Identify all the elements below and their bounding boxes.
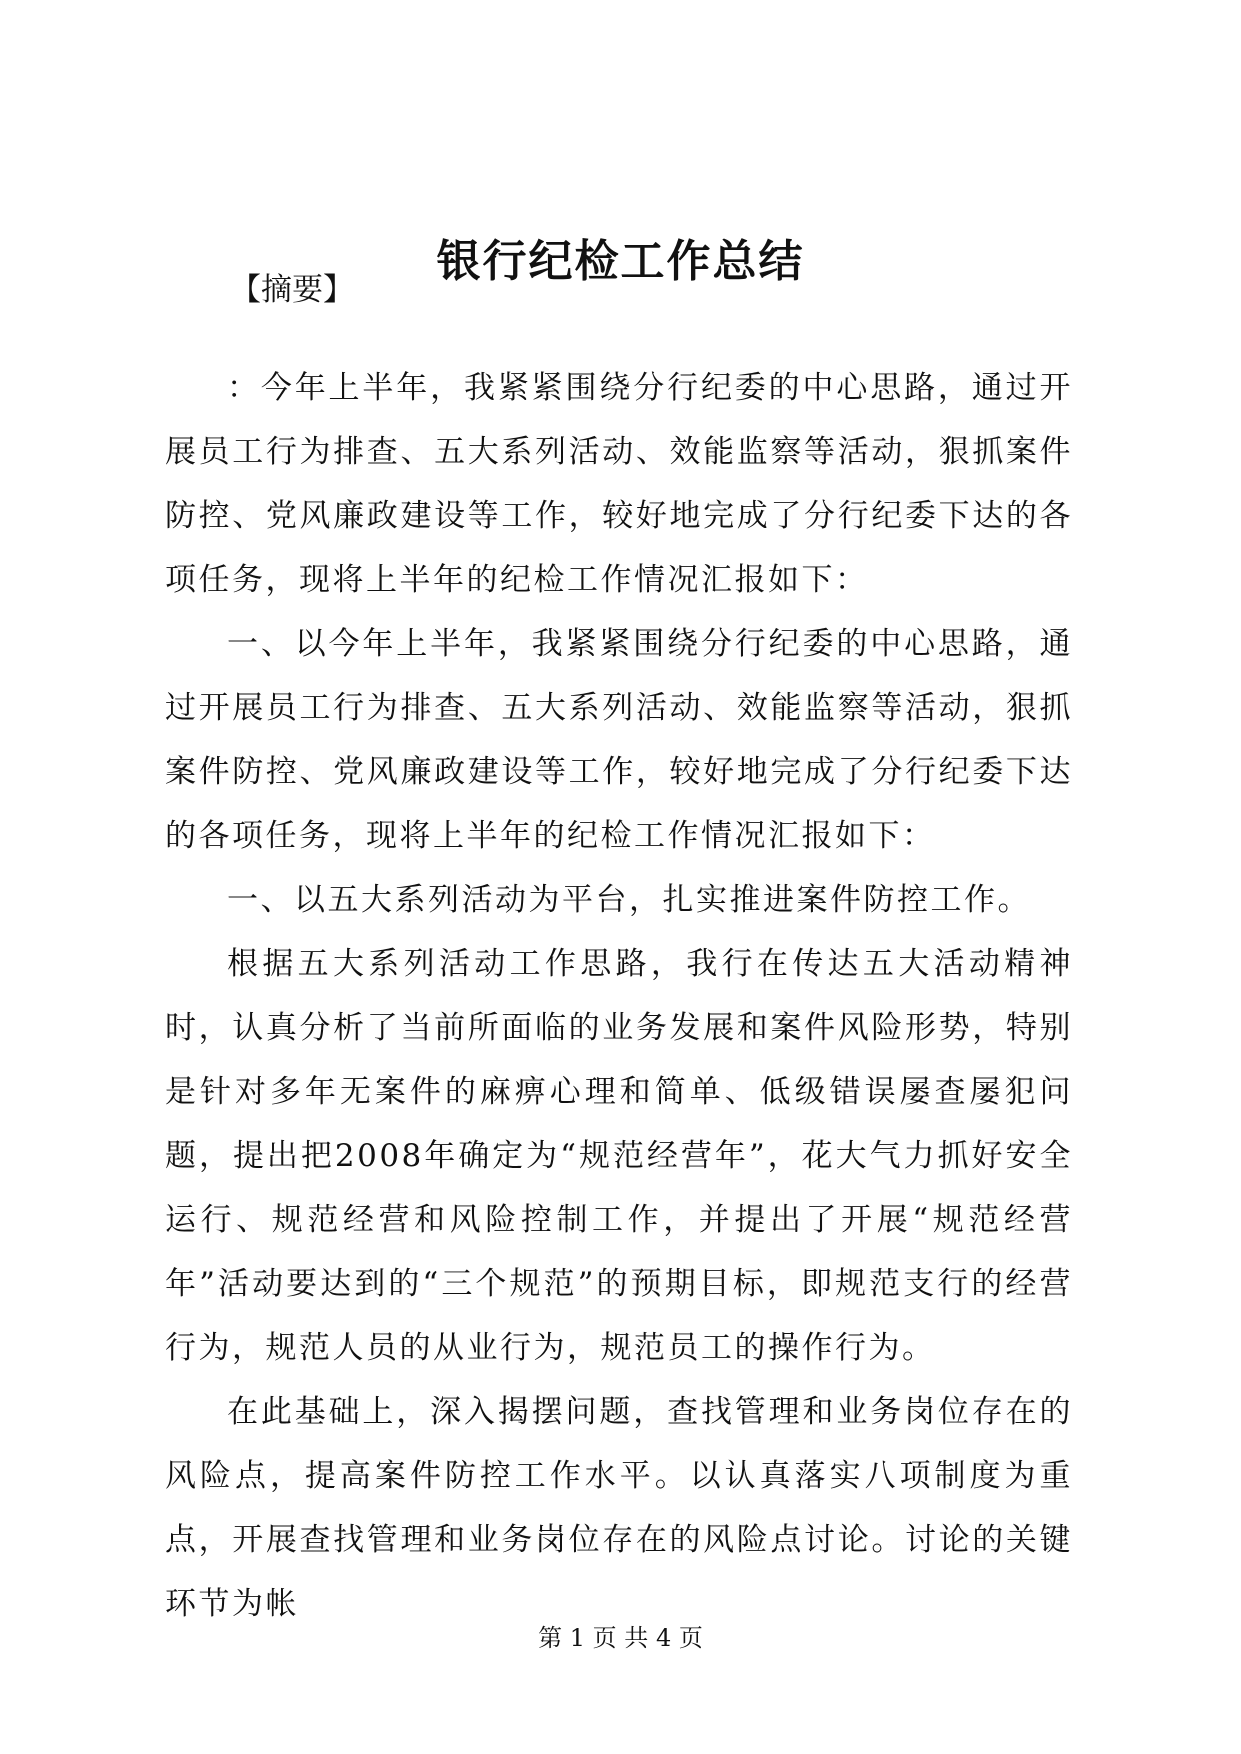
abstract-label: 【摘要】 [230, 272, 354, 308]
document-title: 银行纪检工作总结 [436, 236, 805, 287]
paragraph: 在此基础上，深入揭摆问题，查找管理和业务岗位存在的风险点，提高案件防控工作水平。以认真落实八项制度为重点，开展查找管理和业务岗位存在的风险点讨论。讨论的关键环节为帐 [165, 1394, 1073, 1622]
paragraph: 根据五大系列活动工作思路，我行在传达五大活动精神时，认真分析了当前所面临的业务发展和案件风险形势，特别是针对多年无案件的麻痹心理和简单、低级错误屡查屡犯问题，提出把2008年确定为“规范经营年”，花大气力抓好安全运行、规范经营和风险控制工作，并提出了开展“规范经营年”活动要达到的“三个规范”的预期目标，即规范支行的经营行为，规范人员的从业行为，规范员工的操作行为。 [165, 946, 1073, 1366]
document-body [165, 356, 1073, 1636]
paragraph: 一、以五大系列活动为平台，扎实推进案件防控工作。 [227, 882, 1031, 918]
page-footer: 第 1 页 共 4 页 [538, 1624, 703, 1652]
paragraph: 一、以今年上半年，我紧紧围绕分行纪委的中心思路，通过开展员工行为排查、五大系列活动、效能监察等活动，狠抓案件防控、党风廉政建设等工作，较好地完成了分行纪委下达的各项任务，现将上半年的纪检工作情况汇报如下： [165, 626, 1073, 854]
paragraph: ：今年上半年，我紧紧围绕分行纪委的中心思路，通过开展员工行为排查、五大系列活动、效能监察等活动，狠抓案件防控、党风廉政建设等工作，较好地完成了分行纪委下达的各项任务，现将上半年的纪检工作情况汇报如下： [165, 370, 1073, 598]
